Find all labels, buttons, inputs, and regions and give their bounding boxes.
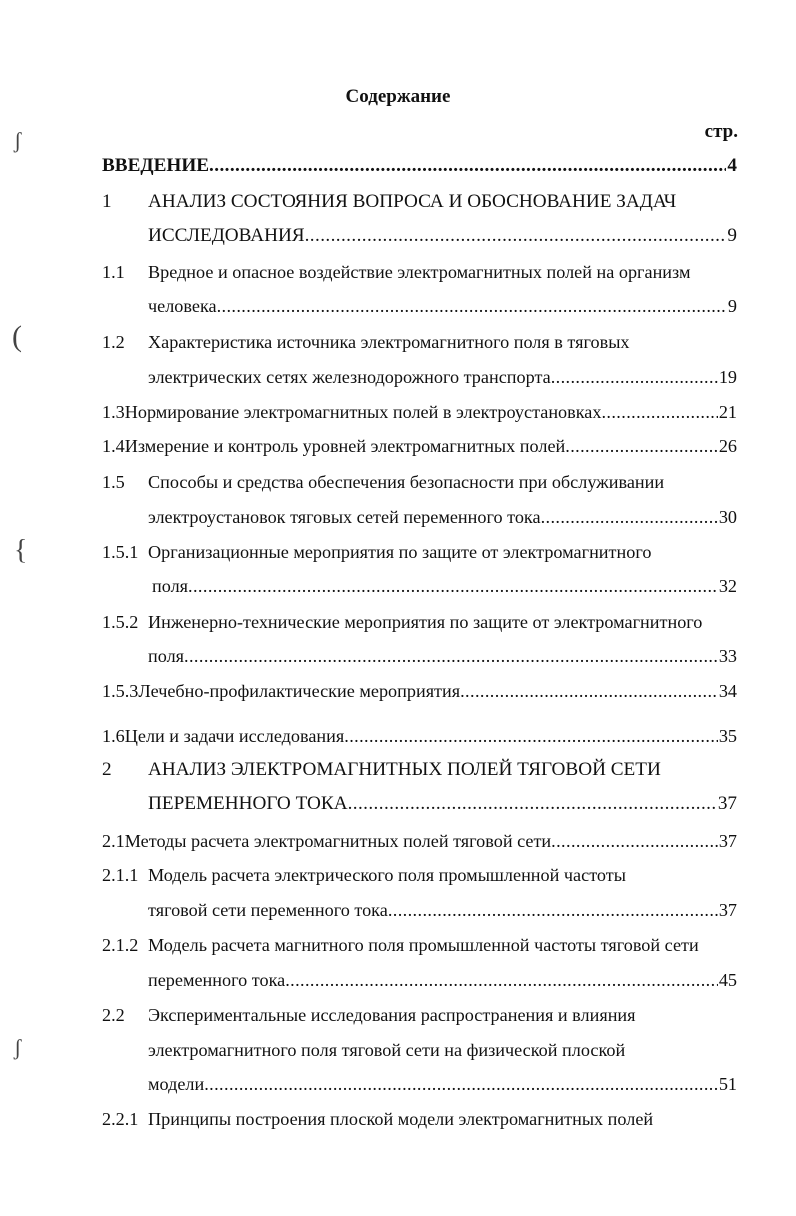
toc-entry-2-2 <box>102 1002 737 1028</box>
toc-page-number: 34 <box>718 681 737 701</box>
toc-entry-text: ИССЛЕДОВАНИЯ <box>148 225 305 246</box>
toc-leader-dots <box>551 828 718 854</box>
toc-section-number: 2 <box>102 759 112 780</box>
toc-leader-dots <box>551 364 718 390</box>
toc-entry-1 <box>102 189 737 215</box>
toc-entry-2-1-2 <box>102 932 737 958</box>
toc-entry-1-3 <box>102 399 737 425</box>
toc-page-number: 51 <box>718 1074 737 1094</box>
toc-entry-text: Вредное и опасное воздействие электромагнитных полей на организм <box>148 262 691 282</box>
toc-section-number: 1.4 <box>102 436 125 456</box>
toc-leader-dots <box>184 643 718 669</box>
toc-entry-text: электрических сетях железнодорожного транспорта <box>148 367 551 387</box>
toc-page-number: 9 <box>727 225 737 246</box>
toc-entry-text: Методы расчета электромагнитных полей тяговой сети <box>124 831 552 851</box>
toc-entry-1-5 <box>102 469 737 495</box>
toc-section-number: 1.3 <box>102 402 125 422</box>
toc-section-number: 1.5.2 <box>102 612 139 632</box>
toc-entry-1-cont <box>148 223 737 249</box>
toc-section-number: 1.6 <box>102 726 125 746</box>
toc-entry-1-5-1-cont <box>152 573 737 599</box>
toc-section-number: 1.5 <box>102 472 125 492</box>
toc-section-number: 2.2 <box>102 1005 125 1025</box>
toc-leader-dots <box>388 897 718 923</box>
page-column-header: стр. <box>704 121 738 142</box>
toc-section-number: 1 <box>102 191 112 212</box>
toc-section-number: 1.1 <box>102 262 125 282</box>
toc-entry-2-1 <box>102 828 737 854</box>
toc-entry-text: электромагнитного поля тяговой сети на физической плоской <box>148 1040 626 1060</box>
toc-page-number: 21 <box>718 402 737 422</box>
scan-mark: ( <box>12 320 22 353</box>
scan-mark: { <box>14 535 28 566</box>
toc-entry-text: Нормирование электромагнитных полей в электроустановках <box>124 402 602 422</box>
toc-leader-dots <box>344 723 718 749</box>
toc-entry-text: Способы и средства обеспечения безопасности при обслуживании <box>148 472 665 492</box>
toc-entry-1-2 <box>102 329 737 355</box>
toc-entry-text: Модель расчета магнитного поля промышленной частоты тяговой сети <box>148 935 699 955</box>
toc-entry-1-5-3 <box>102 678 737 704</box>
toc-entry-2-2-cont2 <box>148 1071 737 1097</box>
toc-entry-2-cont <box>148 791 737 817</box>
toc-entry-2-1-1 <box>102 862 737 888</box>
toc-entry-text: Цели и задачи исследования <box>124 726 345 746</box>
toc-entry-text: модели <box>148 1074 205 1094</box>
toc-entry-text: Экспериментальные исследования распространения и влияния <box>148 1005 636 1025</box>
toc-page-number: 37 <box>718 831 737 851</box>
toc-entry-text: ПЕРЕМЕННОГО ТОКА <box>148 793 348 814</box>
toc-page-number: 30 <box>718 507 737 527</box>
toc-page-number: 9 <box>727 296 737 316</box>
toc-entry-text: АНАЛИЗ ЭЛЕКТРОМАГНИТНЫХ ПОЛЕЙ ТЯГОВОЙ СЕТИ <box>148 759 661 780</box>
toc-entry-text: АНАЛИЗ СОСТОЯНИЯ ВОПРОСА И ОБОСНОВАНИЕ ЗАДАЧ <box>148 191 677 212</box>
toc-page-number: 4 <box>727 155 737 176</box>
toc-entry-text: Принципы построения плоской модели электромагнитных полей <box>148 1109 654 1129</box>
toc-entry-1-5-2-cont <box>148 643 737 669</box>
toc-entry-text: ВВЕДЕНИЕ <box>102 155 210 176</box>
toc-leader-dots <box>348 791 717 817</box>
toc-page-number: 19 <box>718 367 737 387</box>
toc-entry-text: переменного тока <box>148 970 286 990</box>
toc-entry-text: тяговой сети переменного тока <box>148 900 388 920</box>
toc-entry-1-5-1 <box>102 539 737 565</box>
toc-leader-dots <box>217 293 727 319</box>
toc-entry-1-4 <box>102 433 737 459</box>
toc-entry-text: поля <box>152 576 189 596</box>
toc-entry-2-2-1 <box>102 1106 737 1132</box>
toc-entry-text: Лечебно-профилактические мероприятия <box>138 681 461 701</box>
toc-entry-text: электроустановок тяговых сетей переменного тока <box>148 507 541 527</box>
toc-leader-dots <box>460 678 718 704</box>
toc-section-number: 1.5.1 <box>102 542 139 562</box>
toc-entry-introduction <box>102 153 737 179</box>
scan-mark: ʃ <box>14 1035 22 1060</box>
toc-section-number: 2.1 <box>102 831 125 851</box>
toc-leader-dots <box>565 433 718 459</box>
toc-entry-text: человека <box>148 296 217 316</box>
toc-page-number: 26 <box>718 436 737 456</box>
toc-leader-dots <box>204 1071 718 1097</box>
toc-entry-text: Организационные мероприятия по защите от электромагнитного <box>148 542 652 562</box>
toc-entry-2-2-cont <box>148 1037 737 1063</box>
page-title: Содержание <box>345 86 451 107</box>
toc-section-number: 1.2 <box>102 332 125 352</box>
toc-entry-text: Модель расчета электрического поля промышленной частоты <box>148 865 626 885</box>
toc-entry-1-5-2 <box>102 609 737 635</box>
toc-entry-1-6 <box>102 723 737 749</box>
toc-leader-dots <box>541 504 718 530</box>
toc-entry-2-1-1-cont <box>148 897 737 923</box>
toc-page-number: 33 <box>718 646 737 666</box>
toc-entry-text: Характеристика источника электромагнитного поля в тяговых <box>148 332 630 352</box>
toc-page-number: 32 <box>718 576 737 596</box>
toc-section-number: 2.2.1 <box>102 1109 139 1129</box>
toc-entry-2-1-2-cont <box>148 967 737 993</box>
toc-entry-1-5-cont <box>148 504 737 530</box>
toc-page-number: 37 <box>717 793 737 814</box>
scan-mark: ʃ <box>14 128 22 153</box>
toc-page-number: 45 <box>718 970 737 990</box>
toc-leader-dots <box>305 223 727 249</box>
toc-entry-2 <box>102 757 737 783</box>
toc-leader-dots <box>285 967 718 993</box>
toc-entry-1-1 <box>102 259 737 285</box>
toc-leader-dots <box>209 153 726 179</box>
toc-entry-1-1-cont <box>148 293 737 319</box>
toc-leader-dots <box>601 399 717 425</box>
toc-entry-text: поля <box>148 646 185 666</box>
toc-entry-text: Измерение и контроль уровней электромагнитных полей <box>124 436 566 456</box>
toc-leader-dots <box>188 573 718 599</box>
toc-section-number: 1.5.3 <box>102 681 139 701</box>
toc-entry-1-2-cont <box>148 364 737 390</box>
toc-entry-text: Инженерно-технические мероприятия по защите от электромагнитного <box>148 612 703 632</box>
toc-section-number: 2.1.1 <box>102 865 139 885</box>
toc-page-number: 35 <box>718 726 737 746</box>
toc-page-number: 37 <box>718 900 737 920</box>
toc-section-number: 2.1.2 <box>102 935 139 955</box>
